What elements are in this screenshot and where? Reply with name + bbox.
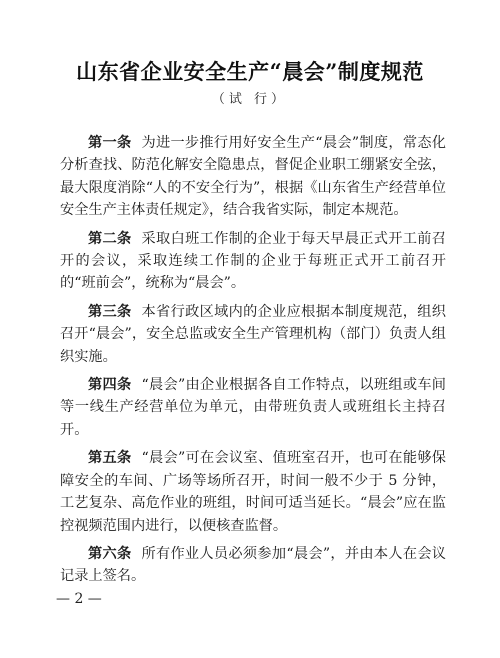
article-label: 第三条 — [88, 303, 132, 320]
document-title: 山东省企业安全生产“晨会”制度规范 — [76, 59, 424, 84]
article-label: 第四条 — [88, 377, 132, 394]
document-subtitle: （试 行） — [211, 92, 289, 107]
article-text: “晨会”可在会议室、值班室召开，也可在能够保障安全的车间、广场等场所召开，时间一般不少于 5 分钟，工艺复杂、高危作业的班组，时间可适当延长。“晨会”应在监控视频范围内进行，以便核查监督。 — [60, 450, 446, 534]
page-number: — 2 — — [56, 591, 102, 607]
article-1 — [60, 132, 446, 222]
article-label: 第五条 — [88, 450, 132, 467]
article-5 — [60, 447, 446, 537]
article-label: 第二条 — [88, 230, 132, 247]
article-text: 本省行政区域内的企业应根据本制度规范，组织召开“晨会”，安全总监或安全生产管理机构（部门）负责人组织实施。 — [60, 303, 446, 365]
article-3 — [60, 301, 446, 368]
article-2 — [60, 228, 446, 295]
article-label: 第六条 — [88, 545, 132, 562]
article-text: 采取白班工作制的企业于每天早晨正式开工前召开的会议，采取连续工作制的企业于每班正式开工前召开的“班前会”，统称为“晨会”。 — [60, 230, 446, 292]
article-text: 所有作业人员必须参加“晨会”，并由本人在会议记录上签名。 — [60, 545, 446, 585]
article-4 — [60, 374, 446, 441]
article-text: “晨会”由企业根据各自工作特点，以班组或车间等一线生产经营单位为单元，由带班负责人或班组长主持召开。 — [60, 377, 446, 438]
document-body — [60, 132, 446, 594]
article-6 — [60, 543, 446, 588]
article-text: 为进一步推行用好安全生产“晨会”制度，常态化分析查找、防范化解安全隐患点，督促企业职工绷紧安全弦，最大限度消除“人的不安全行为”，根据《山东省生产经营单位安全生产主体责任规定》，结合我省实际，制定本规范。 — [60, 135, 446, 219]
article-label: 第一条 — [88, 135, 132, 151]
